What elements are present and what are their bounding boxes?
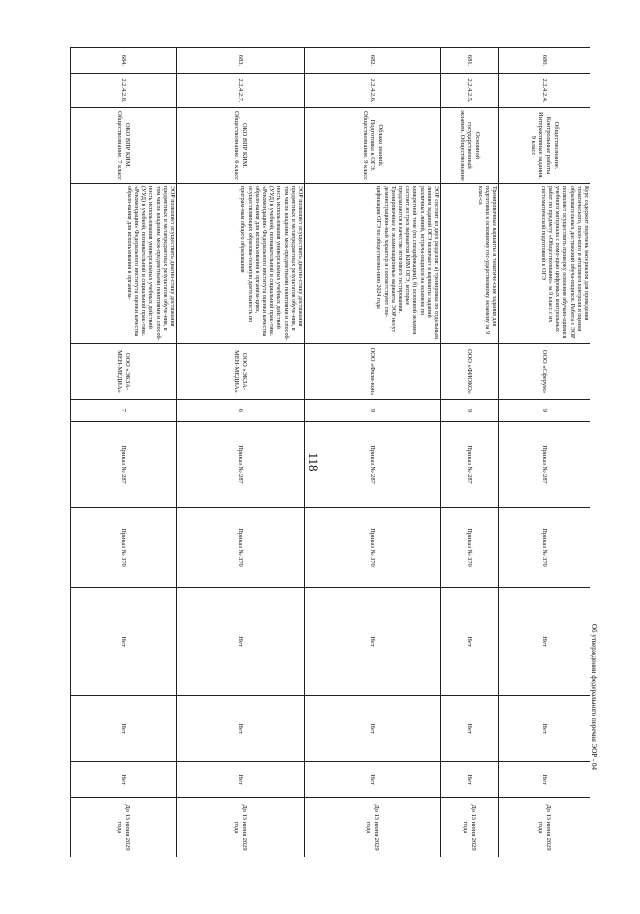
resource-name: Основной государственный экзамен. Обществознание <box>441 108 499 184</box>
resource-grade: 9 <box>441 400 499 422</box>
resource-grade: 6 <box>177 400 305 422</box>
criterion-1: Нет <box>177 588 305 696</box>
order-287: Приказ № 287 <box>499 422 591 508</box>
criterion-1: Нет <box>305 588 441 696</box>
resource-organization: ООО «ЭКЗА-МЕН-МЕДИА» <box>71 344 177 400</box>
order-370: Приказ № 370 <box>71 508 177 588</box>
row-code: 2.2.4.2.8. <box>71 74 177 108</box>
criterion-1: Нет <box>499 588 591 696</box>
resource-grade: 9 <box>305 400 441 422</box>
order-370: Приказ № 370 <box>499 508 591 588</box>
criterion-3: Нет <box>305 762 441 798</box>
resource-grade: 9 <box>499 400 591 422</box>
criterion-3: Нет <box>177 762 305 798</box>
resource-name: ОКО ВПР КИМ. Обществознание. 6 класс <box>177 108 305 184</box>
criterion-3: Нет <box>71 762 177 798</box>
resource-name: ОКО ВПР КИМ. Обществознание. 7 класс <box>71 108 177 184</box>
table-row <box>499 48 591 858</box>
row-number: 680. <box>499 48 591 74</box>
resource-description: ЭОР позволяет осуществить диагно-стику достижения предметных и метапредметных результатов обуче-ния, в том числе владение меж-предметными понятиями и способ-ность использования универсальных учебных действий (УУД) в учебной, познавательной и социальной прак-тике. «Рекомендации» Федерального института оценки качества образо-вания для использования в организа- <box>71 184 177 344</box>
resource-organization: ООО «Сферум» <box>499 344 591 400</box>
order-287: Приказ № 287 <box>177 422 305 508</box>
table-row <box>71 48 177 858</box>
criterion-1: Нет <box>71 588 177 696</box>
resource-description: Курс содержит перечень материалов для проведения тематического, поло-вого и итогового контроля и оценки образовательных достижений обуча-ющихся. Работа с ЭОР позволяет осуществить проверку освоения обучаю-щимися учебного материала с помо-щью цифровых контрольных работ по предмету «Обществознание» за 9 класс с их систематической подготовкой к ОГЭ <box>499 184 591 344</box>
resource-organization: ООО «Физи-кон» <box>305 344 441 400</box>
criterion-2: Нет <box>305 696 441 762</box>
order-287: Приказ № 287 <box>71 422 177 508</box>
order-370: Приказ № 370 <box>305 508 441 588</box>
page-number: 118 <box>306 452 321 472</box>
table-row <box>441 48 499 858</box>
row-number: 681. <box>441 48 499 74</box>
validity-date: До 13 июня 2029 года <box>71 798 177 858</box>
table-row <box>305 48 441 858</box>
row-code: 2.2.4.2.4. <box>499 74 591 108</box>
validity-date: До 13 июня 2029 года <box>177 798 305 858</box>
order-287: Приказ № 287 <box>305 422 441 508</box>
resource-description: Тренировочные варианты и тематиче-ские задания для подготовки к основному гос-ударственному экзамену за 9 клас-са <box>441 184 499 344</box>
row-number: 684. <box>71 48 177 74</box>
resource-description: ЭОР состоит из двух разделов: а) тренировка по отдельным линиям заданий ОГЭ включает в варианты заданий различных линий, встреча-ющихся на экзамене по конкретной теме (по спецификации), б) основной экзамен состоит из трех вариантов КИМ ОГЭ, которые предлагаются в качестве итогового тестирования. Тренировочные и экзаменационные варианты ЭОР несут демонстрацион-ный характер и соответствуют спе-цификации ОГЭ по обществозна-нию 2024 года <box>305 184 441 344</box>
resource-description: ЭОР позволяет осуществить диагно-стику достижения предметных и метапредметных результатов обуче-ния, в том числе владение меж-предметными понятиями и способ-ность использования универсальных учебных действий (УУД) в учебной, познавательной и социальной прак-тике. «Рекомендации» Федерального института оценки качества образо-вания для использования в организа-циях, осуществляющих образова-тельную деятельность по програм-мам общего образования <box>177 184 305 344</box>
resource-name: Облако знаний. Подготовка к ОГЭ. Обществознание. 9 класс <box>305 108 441 184</box>
criterion-2: Нет <box>71 696 177 762</box>
criterion-2: Нет <box>441 696 499 762</box>
document-table-area <box>70 47 590 857</box>
criterion-3: Нет <box>499 762 591 798</box>
validity-date: До 13 июня 2029 года <box>441 798 499 858</box>
criterion-3: Нет <box>441 762 499 798</box>
row-number: 682. <box>305 48 441 74</box>
table-row <box>177 48 305 858</box>
footer-note: Об утверждении федерального перечня ЭОР - 04 <box>590 623 598 771</box>
resource-grade: 7 <box>71 400 177 422</box>
order-370: Приказ № 370 <box>441 508 499 588</box>
criterion-2: Нет <box>177 696 305 762</box>
eor-list-table <box>70 47 590 857</box>
resource-name: Обществознание. Контрольные работы Интерактивные задания. 9 класс <box>499 108 591 184</box>
validity-date: До 13 июня 2029 года <box>499 798 591 858</box>
row-number: 683. <box>177 48 305 74</box>
criterion-2: Нет <box>499 696 591 762</box>
resource-organization: ООО «ФИОКО» <box>441 344 499 400</box>
row-code: 2.2.4.2.5. <box>441 74 499 108</box>
resource-organization: ООО «ЭКЗА-МЕН-МЕДИА» <box>177 344 305 400</box>
criterion-1: Нет <box>441 588 499 696</box>
row-code: 2.2.4.2.6. <box>305 74 441 108</box>
validity-date: До 13 июня 2029 года <box>305 798 441 858</box>
row-code: 2.2.4.2.7. <box>177 74 305 108</box>
order-287: Приказ № 287 <box>441 422 499 508</box>
order-370: Приказ № 370 <box>177 508 305 588</box>
